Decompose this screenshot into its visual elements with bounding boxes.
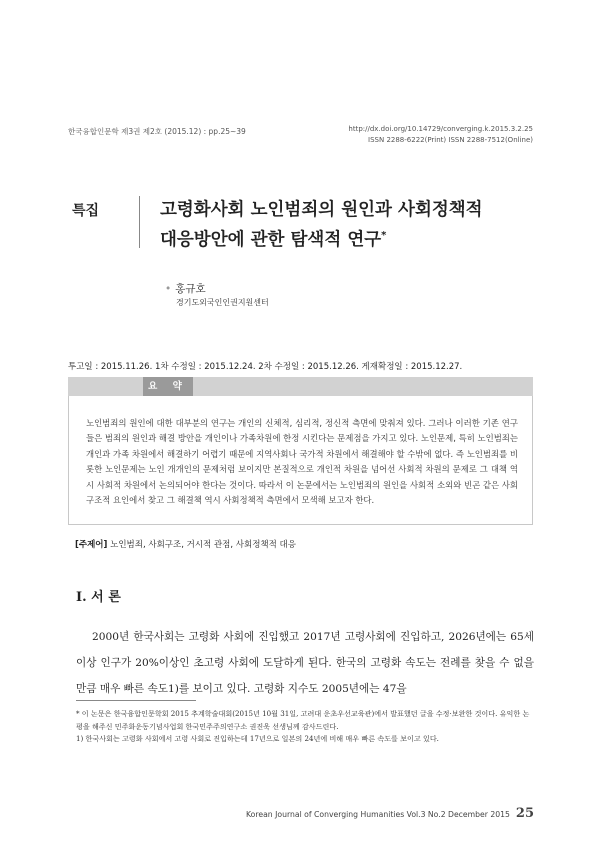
author-bullet: • bbox=[165, 283, 172, 295]
body-paragraph: 2000년 한국사회는 고령화 사회에 진입했고 2017년 고령사회에 진입하고, 2026년에는 65세 이상 인구가 20%이상인 초고령 사회에 도달하게 된다. 한국의 고령화 속도는 전례를 찾을 수 없을 만큼 매우 빠른 속도1)를 보이고 있다. 고령화 지수도 2005년에는 47을 bbox=[76, 631, 534, 695]
section-heading: Ⅰ. 서 론 bbox=[76, 590, 121, 605]
keywords-label: [주제어] bbox=[75, 540, 108, 550]
title-footnote-mark[interactable]: * bbox=[381, 230, 387, 241]
journal-info: 한국융합인문학 제3권 제2호 (2015.12) : pp.25~39 bbox=[68, 127, 246, 136]
author-affiliation: 경기도외국인인권지원센터 bbox=[176, 298, 269, 307]
footer-journal: Korean Journal of Converging Humanities Vol.3 No.2 December 2015 bbox=[246, 810, 510, 819]
page-footer bbox=[246, 806, 534, 821]
keywords-list: 노인범죄, 사회구조, 거시적 관점, 사회정책적 대응 bbox=[110, 540, 296, 550]
footnote-1: 1) 한국사회는 고령화 사회에서 고령 사회로 진입하는데 17년으로 일본의 24년에 비해 매우 빠른 속도를 보이고 있다. bbox=[76, 734, 439, 743]
category-label: 특집 bbox=[72, 203, 100, 219]
footnotes bbox=[76, 708, 536, 746]
title-divider bbox=[139, 196, 140, 248]
issn: ISSN 2288-6222(Print) ISSN 2288-7512(Online) bbox=[368, 136, 533, 144]
author-name: 홍규호 bbox=[175, 283, 206, 295]
abstract-label: 요 약 bbox=[143, 377, 193, 396]
doi-link[interactable]: http://dx.doi.org/10.14729/converging.k.2015.3.2.25 bbox=[348, 125, 533, 133]
page-number: 25 bbox=[515, 806, 534, 821]
title-line-2: 대응방안에 관한 탐색적 연구* bbox=[160, 229, 387, 250]
footnote-divider bbox=[76, 700, 196, 701]
article-title bbox=[160, 197, 483, 253]
footnote-star: * 이 논문은 한국융합인문학회 2015 추계학술대회(2015년 10월 31일, 고려대 운초우선교육관)에서 발표했던 글을 수정·보완한 것이다. 유익한 논평을 해주신 민주화운동기념사업회 한국민주주의연구소 권진욱 선생님께 감사드린다. bbox=[76, 709, 530, 731]
doi-issn-block bbox=[348, 124, 533, 146]
body-text bbox=[76, 624, 534, 702]
abstract-text: 노인범죄의 원인에 대한 대부분의 연구는 개인의 신체적, 심리적, 정신적 측면에 맞춰져 있다. 그러나 이러한 기존 연구들은 범죄의 원인과 해결 방안을 개인이나 가족차원에 한정 시킨다는 문제점을 가지고 있다. 노인문제, 특히 노인범죄는 개인과 가족 차원에서 해결하기 어렵기 때문에 지역사회나 국가적 차원에서 해결해야 할 수밖에 없다. 즉 노인범죄를 비롯한 노인문제는 노인 개개인의 문제처럼 보이지만 본질적으로 개인적 차원을 넘어선 사회적 차원의 문제로 그 대책 역시 사회적 차원에서 논의되어야 한다는 것이다. 따라서 이 논문에서는 노인범죄의 원인을 사회적 소외와 빈곤 같은 사회구조적 요인에서 찾고 그 해결책 역시 사회정책적 측면에서 모색해 보고자 한다. bbox=[86, 418, 518, 506]
submission-dates: 투고일 : 2015.11.26. 1차 수정일 : 2015.12.24. 2차 수정일 : 2015.12.26. 게재확정일 : 2015.12.27. bbox=[68, 362, 463, 372]
abstract-header-bar bbox=[68, 377, 533, 396]
keywords bbox=[75, 538, 296, 550]
author bbox=[165, 281, 206, 296]
title-line-1: 고령화사회 노인범죄의 원인과 사회정책적 bbox=[160, 200, 483, 220]
